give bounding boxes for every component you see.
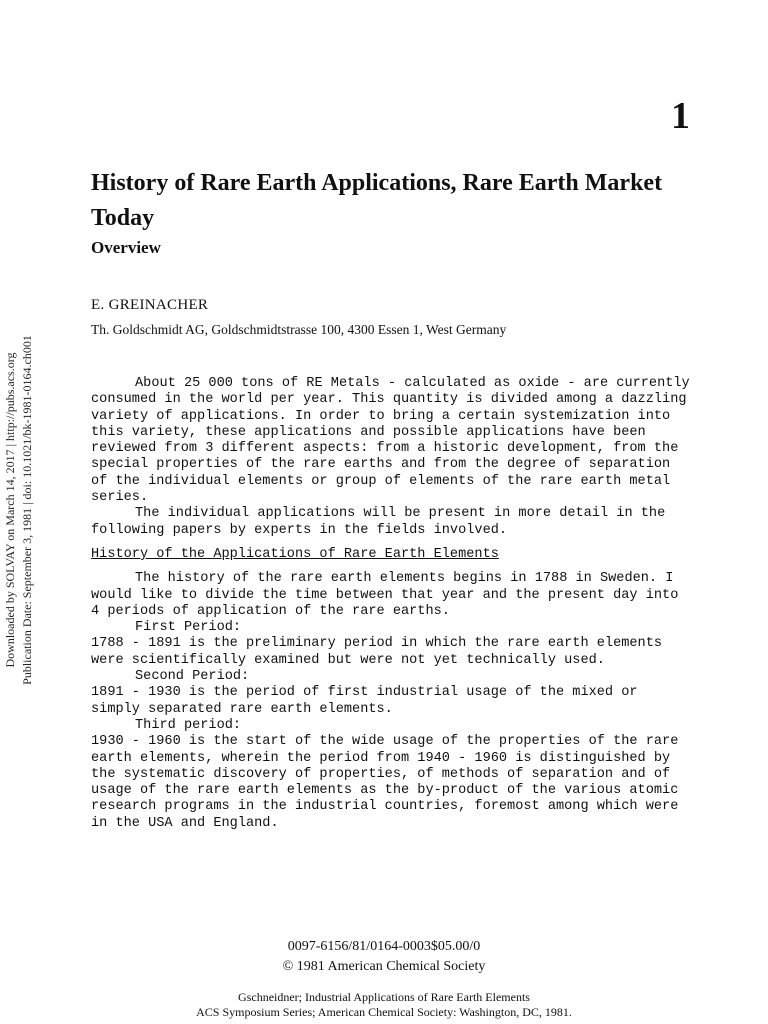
- download-info: Downloaded by SOLVAY on March 14, 2017 | http://pubs.acs.org: [3, 352, 17, 668]
- author-affiliation: Th. Goldschmidt AG, Goldschmidtstrasse 100, 4300 Essen 1, West Germany: [91, 322, 507, 337]
- third-period-text: 1930 - 1960 is the start of the wide usage of the properties of the rare earth elements, wherein the period from 1940 - 1960 is distinguished by the systematic discovery of properties, of methods of separation and of usage of the rare earth elements as the by-product of the various atomic research programs in the industrial countries, foremost among which were in the USA and England.: [91, 734, 679, 831]
- second-period-text: 1891 - 1930 is the period of first industrial usage of the mixed or simply separated rare earth elements.: [91, 685, 638, 717]
- chapter-subtitle: Overview: [91, 238, 161, 257]
- page-footer: [0, 990, 768, 1020]
- copyright-block: [0, 937, 768, 977]
- second-period-label: Second Period:: [135, 669, 250, 685]
- chapter-number: 1: [671, 95, 690, 137]
- footer-series: ACS Symposium Series; American Chemical Society: Washington, DC, 1981.: [196, 1005, 572, 1019]
- intro-paragraph-2: The individual applications will be present in more detail in the following papers by experts in the fields involved.: [91, 506, 666, 538]
- history-paragraph: The history of the rare earth elements begins in 1788 in Sweden. I would like to divide the time between that year and the present day into 4 periods of application of the rare earths.: [91, 571, 679, 619]
- download-sidebar: [2, 320, 42, 700]
- body-text: [91, 376, 691, 832]
- first-period-text: 1788 - 1891 is the preliminary period in which the rare earth elements were scientifically examined but were not yet technically used.: [91, 636, 663, 668]
- first-period-label: First Period:: [135, 620, 242, 636]
- publication-info: Publication Date: September 3, 1981 | doi: 10.1021/bk-1981-0164.ch001: [20, 335, 34, 685]
- author-name: E. GREINACHER: [91, 297, 209, 313]
- copyright-notice: © 1981 American Chemical Society: [282, 959, 486, 974]
- copyright-code: 0097-6156/81/0164-0003$05.00/0: [287, 939, 481, 954]
- chapter-title: History of Rare Earth Applications, Rare Earth Market Today: [91, 170, 663, 231]
- footer-citation: Gschneidner; Industrial Applications of Rare Earth Elements: [238, 990, 530, 1004]
- section-heading: History of the Applications of Rare Earth Elements: [91, 546, 499, 562]
- intro-paragraph: About 25 000 tons of RE Metals - calculated as oxide - are currently consumed in the world per year. This quantity is divided among a dazzling variety of applications. In order to bring a certain systemization into this variety, these applications and possible applications have been reviewed from 3 different aspects: from a historic development, from the special properties of the rare earths and from the degree of separation of the individual elements or group of elements of the rare earth metal series.: [91, 376, 690, 506]
- third-period-label: Third period:: [135, 717, 242, 733]
